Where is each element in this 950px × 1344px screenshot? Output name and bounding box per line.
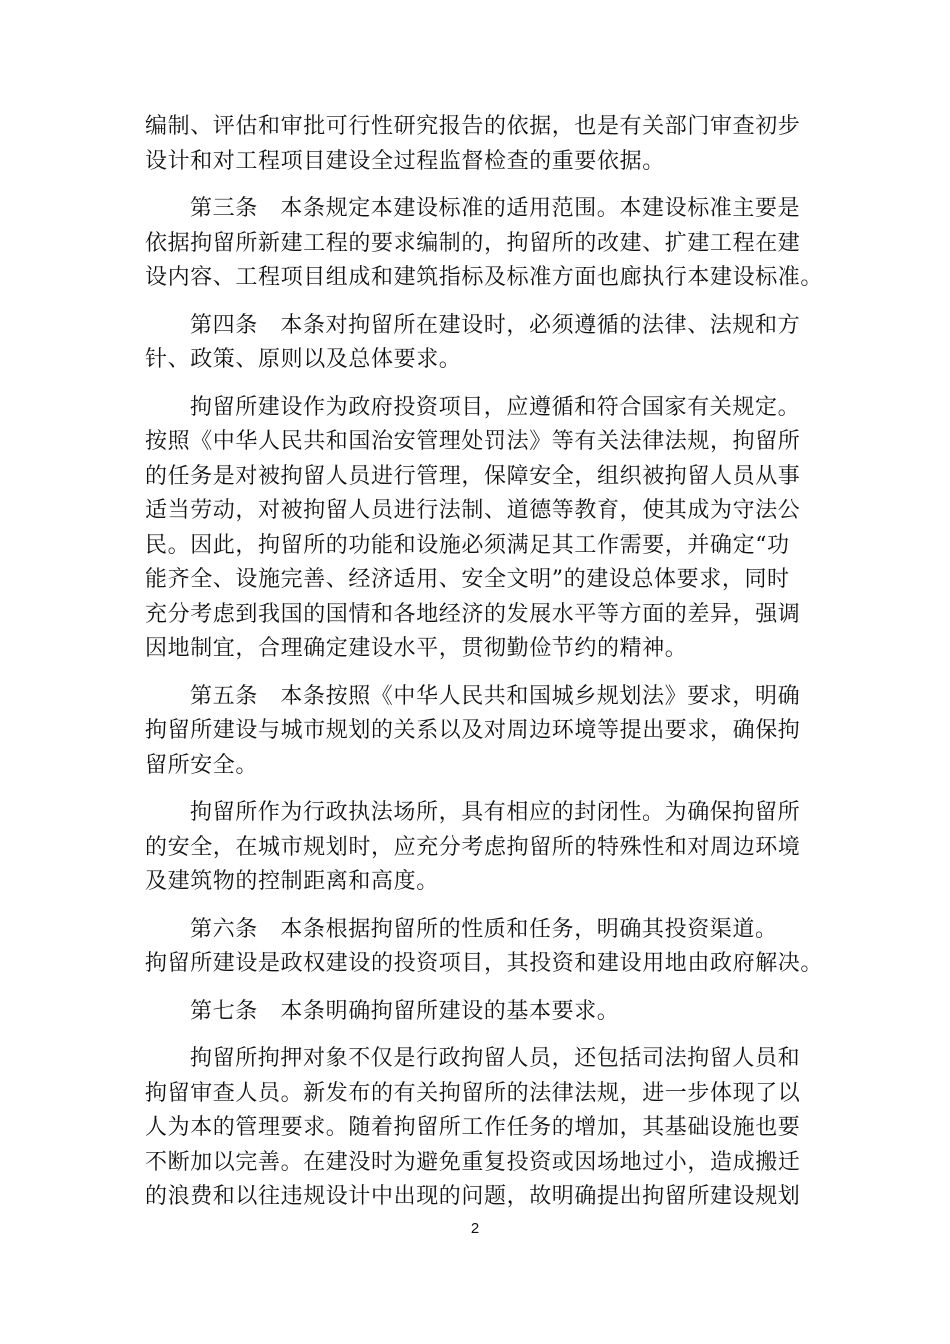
paragraph-article-5-detail — [145, 796, 825, 900]
paragraph-article-4 — [145, 309, 825, 378]
text-line: 人为本的管理要求。随着拘留所工作任务的增加，其基础设施也要 — [145, 1115, 801, 1140]
text-line: 第六条 本条根据拘留所的性质和任务，明确其投资渠道。 — [190, 916, 778, 942]
text-line: 拘留审查人员。新发布的有关拘留所的法律法规，进一步体现了以 — [145, 1080, 801, 1106]
text-line: 第七条 本条明确拘留所建设的基本要求。 — [190, 998, 620, 1024]
paragraph-article-7-detail — [145, 1042, 825, 1215]
text-line: 设计和对工程项目建设全过程监督检查的重要依据。 — [145, 148, 665, 174]
text-line: 第四条 本条对拘留所在建设时，必须遵循的法律、法规和方 — [190, 312, 801, 338]
text-line: 及建筑物的控制距离和高度。 — [145, 869, 439, 894]
paragraph-article-5 — [145, 680, 825, 784]
text-line: 按照《中华人民共和国治安管理处罚法》等有关法律法规，拘留所 — [145, 429, 801, 454]
text-line: 的浪费和以往违规设计中出现的问题，故明确提出拘留所建设规划 — [145, 1184, 801, 1209]
paragraph-article-3 — [145, 192, 825, 296]
text-line: 拘留所建设作为政府投资项目，应遵循和符合国家有关规定。 — [190, 394, 801, 420]
text-line: 第三条 本条规定本建设标准的适用范围。本建设标准主要是 — [190, 196, 801, 221]
paragraph-article-6 — [145, 913, 825, 982]
paragraph-article-7 — [145, 995, 825, 1030]
paragraph-article-4-detail — [145, 391, 825, 667]
text-line: 的任务是对被拘留人员进行管理，保障安全，组织被拘留人员从事 — [145, 463, 801, 489]
text-line: 的安全，在城市规划时，应充分考虑拘留所的特殊性和对周边环境 — [145, 834, 801, 860]
text-line: 拘留所拘押对象不仅是行政拘留人员，还包括司法拘留人员和 — [190, 1046, 801, 1071]
text-line: 编制、评估和审批可行性研究报告的依据，也是有关部门审查初步 — [145, 114, 801, 139]
text-line: 因地制宜，合理确定建设水平，贯彻勤俭节约的精神。 — [145, 636, 688, 661]
text-line: 第五条 本条按照《中华人民共和国城乡规划法》要求，明确 — [190, 683, 801, 709]
text-line: 适当劳动，对被拘留人员进行法制、道德等教育，使其成为守法公 — [145, 498, 801, 523]
text-line: 针、政策、原则以及总体要求。 — [145, 347, 462, 372]
text-line: 拘留所建设与城市规划的关系以及对周边环境等提出要求，确保拘 — [145, 718, 801, 743]
text-line: 民。因此，拘留所的功能和设施必须满足其工作需要，并确定“功 — [145, 532, 790, 558]
paragraph-0 — [145, 110, 825, 179]
text-line: 拘留所建设是政权建设的投资项目，其投资和建设用地由政府解决。 — [145, 951, 824, 976]
text-line: 留所安全。 — [145, 752, 259, 778]
text-line: 依据拘留所新建工程的要求编制的，拘留所的改建、扩建工程在建 — [145, 230, 801, 256]
text-line: 设内容、工程项目组成和建筑指标及标准方面也廊执行本建设标准。 — [145, 265, 824, 290]
text-line: 拘留所作为行政执法场所，具有相应的封闭性。为确保拘留所 — [190, 800, 801, 825]
page-number: 2 — [470, 1220, 480, 1237]
text-line: 不断加以完善。在建没时为避免重复投资或因场地过小，造成搬迁 — [145, 1149, 801, 1175]
document-body — [145, 110, 825, 1228]
text-line: 充分考虑到我国的国情和各地经济的发展水平等方面的差异，强调 — [145, 601, 801, 627]
text-line: 能齐全、设施完善、经济适用、安全文明”的建设总体要求，同时 — [145, 567, 790, 592]
